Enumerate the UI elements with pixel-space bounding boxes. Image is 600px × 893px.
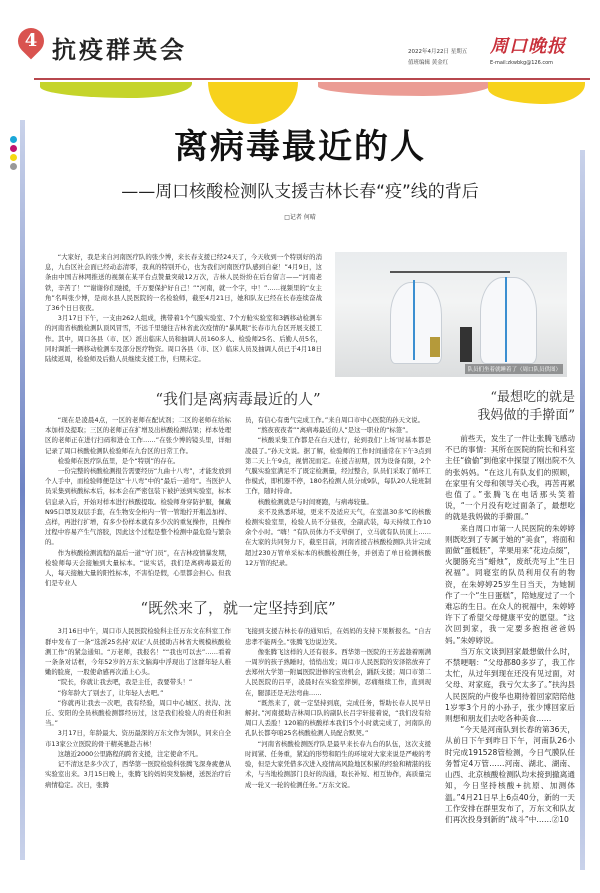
paragraph: “熬夜夜夜者”“离病毒最近的人”是这一职业的“标签”。 (257, 426, 412, 435)
lead-paragraph: 3月17日下午，一支由262人组成，携带着1个气膜实验室、7个方舱实验室和3辆移动检测车的河南省核酸检测队顶风冒雪，不远千里驰往吉林省此次疫情的“暴风眼”长春市九台区开展支援工作。其中，周口各县（市、区）派出临床人员和抽调人员160多人、检验师25名、后勤人员5名，同时调派一辆移动检测车及部分医疗物资。周口各县（市、区）临床人员及抽调人员已于4月18日陆续返周，检验师及后勤人员继续支援工作，归期未定。 (45, 314, 322, 364)
paragraph: 这趟近2000公里路程的跨省支援，注定使命不凡。 (57, 749, 202, 758)
decor-bar-right (580, 150, 585, 870)
paragraph: “今天是河南队到长春的第36天，从前日下午到昨日下午，河南队26小时完成191528管检测，今日气膜队任务暂定4万管……河南、湖北、湖南、山西、北京核酸检测队均未接到撤离通知，今日坚持核酸+抗原、加测体温。”4月21日早上6点40分，新的一天工作安排在群里发布了，万东文和队友们再次投身到新的“战斗”中……Ⓩ10 (445, 725, 575, 824)
section-heading: “既然来了，就一定坚持到底” (140, 599, 336, 618)
left-area (45, 389, 431, 790)
paragraph: “河南省核酸检测医疗队是最早来长春九台的队伍，这次支援时间紧、任务重，紧迫的形势和陌生的环境对大家来说是严峻的考验，但是大家凭借多次进入疫情高风险地区积累的经验和精湛的技术，与当地检测部门良好的沟通，取长补短、相互协作，高质量完成一轮又一轮的检测任务。”万东文说。 (245, 739, 431, 789)
right-area (445, 389, 575, 825)
paragraph: 一份完整的核酸检测报告需要经历“九曲十八弯”，才能发放到个人手中，而检验师便是这“十八弯”中的“最后一道弯”。当医护人员采集到核酸标本后，标本会在严密包装下被护送到实验室，标本信息录入后，开始对样本进行核酸提取。检验师身穿防护服，佩戴N95口罩及双层手套，在生物安全柜内一管一管地拧开瓶盖加样、点样，再进行扩增，有多少份样本就有多少次的重复操作，且操作过程中容易产生气溶胶，因此这个过程是整个检测中最危险与繁杂的。 (45, 467, 231, 547)
paragraph: “现在是凌晨4点，一区的老师在配试剂；二区的老师在给标本加样及提取；三区的老师正在扩增及出核酸检测结果；样本处理区的老师正在进行扫码和进仓工作……”在张少博的镜头里，详细记录了周口核酸检测队检验师在九台区的日常工作。 (45, 416, 231, 455)
paragraph: 3月16日中午，周口市人民医院检验科主任万东文在科室工作群中发布了一条“选派25名持‘双证’人员援助吉林省大规模核酸检测工作”的紧急通知。“万老师，我报名！”“我也可以去”……看着一条条对话框，今年52岁的万东文脑海中浮现出了这群年轻人稚嫩的脸庞，一股使命感再次涌上心头。 (45, 627, 231, 677)
section3-column1 (45, 626, 231, 789)
decor-brush-pink-bottom (38, 850, 313, 874)
paragraph: 作为核酸检测流程的最后一道“守门员”，在吉林疫情暴发期，检验师每天会接触到大量标本。“说实话，我们是离病毒最近的人，每天接触大量的阳性标本，不害怕是假，心里都会担心。但我们是专业人 (45, 548, 231, 588)
paragraph: 来自周口市第一人民医院的朱婷婷则既吃到了专属于她的“美食”，将面和面做“蛋糕胚”，苹果用来“花边点缀”，火腿肠充当“蜡烛”，废纸壳写上“生日祝福”。同寝室的队员利用仅有的物资，在朱婷婷25岁生日当天，为她制作了一个“生日蛋糕”，陪她度过了一个难忘的生日。在众人的祝福中，朱婷婷许下了希望父母健康平安的愿望。“这次回到家，我一定要多抱抱爸爸妈妈。”朱婷婷说。 (445, 523, 575, 645)
paragraph: “你年龄大了别去了，让年轻人去吧。” (57, 688, 164, 697)
paragraph: “核酸采集工作都是在白天进行，轮到我们‘上场’时基本都是凌晨了。”孙天文说。据了解，检验师的工作时间通常在下午3点到第二天上午9点，视情况而定。在援吉初期，因为设备有限，2个气膜实验室满足不了既定检测量，经过整合，队员们采取了循环工作模式，即机器不停，180名检测人员分成9队，每队20人轮班制工作，随时待命。 (245, 436, 431, 496)
section-title: 抗疫群英会 (52, 35, 187, 64)
decor-brush-yellow-right (488, 82, 585, 104)
decor-bar-left (20, 120, 25, 860)
section1-columns (45, 415, 431, 588)
lead-text (45, 252, 322, 364)
section2-column (445, 433, 575, 825)
paragraph: “你就再让我去一次吧，我有经验，周口中心城区、扶沟、沈丘、安阳的全员核酸检测都经历过，这是我们检验人的责任和担当。” (45, 698, 231, 728)
paragraph: 来不及熟悉环境，更来不及适应天气，在室温30多℃的核酸检测实验室里，检验人员不分昼夜，全副武装，每天持续工作10余个小时。“嗨！”有队员体力不支晕倒了，立马就有队员顶上……在大家的共同努力下，截至目前，河南省援吉核酸检测队共计完成超过230万管单采标本的核酸检测任务，并创造了单日检测核酸12万管的纪录。 (245, 507, 431, 567)
contact-email: E-mail:zkwbkg@126.com (490, 60, 554, 66)
lead-row (45, 252, 575, 377)
decor-brush-yellow (208, 82, 298, 124)
paragraph: 记不清这是多少次了，西华第一医院检验科张腾飞深身疲惫从实验室出来。3月15日晚上，张腾飞的妈妈突发脑梗，送医治疗后病情稳定。次日，张腾 (45, 760, 231, 789)
section-heading-line: “最想吃的就是 (490, 390, 575, 405)
article-headline: 离病毒最近的人 (174, 127, 426, 167)
main-row (45, 389, 575, 825)
paragraph: 前些天，发生了一件让张腾飞感动不已的事情：其所在医院的院长和科室主任“偷偷”到他家中探望了刚出院不久的张妈妈。“在这儿有队友们的照顾，在家里有父母和领导关心我，再苦再累也值了。”张腾飞在电话那头笑着说，“一个月没有吃过面条了，最想吃的就是我妈做的手擀面。” (445, 434, 575, 522)
paragraph: 飞接到支援吉林长春的通知后，在妈妈的支持下果断报名。“自古忠孝不能两全。”张腾飞边说边笑。 (245, 627, 431, 646)
section-heading-line: 我妈做的手擀面” (477, 408, 575, 423)
article-subheadline: ——周口核酸检测队支援吉林长春“疫”线的背后 (121, 182, 479, 202)
article-byline: □记者 何晴 (284, 214, 316, 221)
paragraph: 当万东文谈到回家最想做什么时，不禁哽咽：“父母都80多岁了，我工作太忙，从过年到现在还没有见过面，对父母、对家庭，我亏欠太多了。”扶沟县人民医院的卢俊华也期待着回家陪陪他1岁零3个月的小孙子，张少博回家后则想和朋友们去吃各种美食…… (445, 646, 575, 724)
section1-column1 (45, 415, 231, 588)
article-photo (335, 252, 567, 377)
section-heading (445, 389, 575, 425)
photo-caption: 队员们坐着就睡着了（周口队员供图） (465, 364, 563, 374)
header-rule (34, 78, 590, 80)
newspaper-logo: 周口晚报 (490, 36, 566, 57)
issue-date: 2022年4月22日 星期五 (408, 49, 468, 55)
section-heading: “我们是离病毒最近的人” (155, 390, 321, 408)
section3-columns (45, 626, 431, 789)
paragraph: 员，有信心有勇气完成工作。”来自周口市中心医院的孙天文说。 (245, 416, 425, 424)
paragraph: 检验师在医疗队伍里，是个“特别”的存在。 (57, 456, 180, 465)
lead-paragraph: “大家好，我是来自河南医疗队的张少博，来长春支援已经24天了，今天收到一个特别好的消息，九台区社会面已经动态清零，我真的特别开心，也为我们河南医疗队感到自豪！”4月9日，这条由中国吉林网推送的视频在某平台点赞量突破12万次，吉林人民纷纷在后台留言——“河南老铁，辛苦了！”“谢谢你们驰援，千万要保护好自己！”“河南，就一个字，中！”……视频里的“女主角”名叫张少博，是商水县人民医院的一名检验师，截至4月21日，她和队友已经在长春连续奋战了36个日日夜夜。 (45, 253, 322, 313)
paragraph: “既然来了，就一定坚持到底，完成任务，帮助长春人民早日解封。”河南援助吉林周口队的副队长吕宇轩接着说，“我们没有给周口人丢脸！120箱的核酸样本我们5个小时就完成了，河南队的孔队长都夸咱25名核酸检测人员配合默契。” (245, 698, 431, 738)
editor-credit: 值班编辑 黄金红 (408, 60, 449, 66)
article-body (45, 252, 575, 825)
decor-brush-green (40, 82, 192, 98)
paragraph: 3月17日，年龄最大、资历最深的万东文作为领队，同来自全市13家公立医院的骨干精英驰赴吉林！ (45, 729, 231, 748)
paragraph: 像张腾飞这样的人还有很多。西华第一医院的王芳蕊趁着刚满一周岁的孩子熟睡时，悄悄出发；周口市人民医院的安泽铭放弃了去郑州大学第一附属医院进修的宝贵机会，踊跃支援；周口市第二人民医院的吕平，凌晨时在实验室摔倒，忍痛继续工作，直到现在，腿部还是无法弯曲…… (245, 647, 431, 697)
decor-brush-pink (318, 82, 493, 96)
paragraph: “院长，你就让我去吧，我是主任，我要带头！” (57, 678, 193, 687)
worker-figure-right (480, 277, 537, 364)
section1-column2 (245, 415, 431, 588)
section3-column2 (245, 626, 431, 789)
decor-brush-green-bottom (300, 848, 560, 878)
paragraph: 核酸检测就是与时间赛跑，与病毒较量。 (257, 497, 373, 506)
page-number: 4 (24, 30, 38, 51)
